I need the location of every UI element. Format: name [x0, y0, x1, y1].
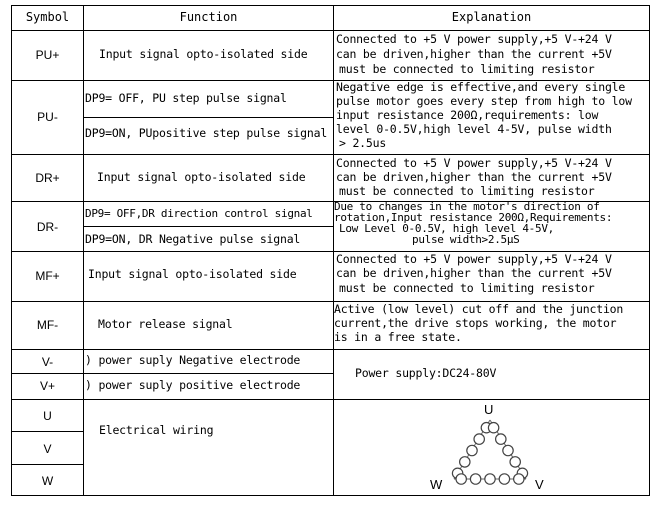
- motor-wiring-diagram: [430, 402, 544, 492]
- explanation-pu-minus-1: Negative edge is effective,and every single: [336, 80, 626, 94]
- coil-bottom: [456, 474, 466, 484]
- header-function: Function: [179, 10, 238, 24]
- function-electrical-wiring: Electrical wiring: [99, 423, 214, 437]
- function-mf-plus: Input signal opto-isolated side: [88, 267, 297, 281]
- explanation-mf-minus-1: Active (low level) cut off and the junction: [334, 302, 624, 316]
- explanation-power-supply: Power supply:DC24-80V: [355, 366, 497, 380]
- coil-left: [460, 457, 470, 467]
- symbol-pu-minus: PU-: [37, 110, 58, 124]
- symbol-dr-minus: DR-: [36, 220, 59, 234]
- symbol-mf-plus: MF+: [35, 269, 60, 283]
- coil-bottom: [470, 474, 480, 484]
- explanation-dr-minus-1: Due to changes in the motor's direction of: [334, 200, 600, 213]
- explanation-dr-minus-2: rotation,Input resistance 200Ω,Requirements:: [334, 211, 613, 224]
- function-dr-minus-on: DP9=ON, DR Negative pulse signal: [85, 232, 301, 246]
- diagram-label-v: V: [535, 477, 544, 492]
- explanation-dr-minus-3: Low Level 0-0.5V, high level 4-5V,: [339, 222, 554, 235]
- explanation-pu-minus-5: > 2.5us: [339, 136, 387, 150]
- coil-left: [467, 445, 477, 455]
- explanation-mf-plus-1: Connected to +5 V power supply,+5 V-+24 V: [336, 252, 612, 266]
- header-explanation: Explanation: [451, 10, 532, 24]
- symbol-w: W: [41, 474, 54, 488]
- explanation-mf-plus-3: must be connected to limiting resistor: [339, 281, 595, 295]
- function-pu-plus: Input signal opto-isolated side: [99, 47, 308, 61]
- coil-bottom: [499, 474, 509, 484]
- explanation-dr-plus-2: can be driven,higher than the current +5V: [336, 170, 612, 184]
- symbol-v-minus: V-: [41, 355, 54, 369]
- explanation-pu-plus-1: Connected to +5 V power supply,+5 V-+24 V: [336, 32, 612, 46]
- symbol-v: V: [43, 442, 52, 456]
- coil-bottom: [514, 474, 524, 484]
- function-mf-minus: Motor release signal: [98, 317, 233, 331]
- function-dr-plus: Input signal opto-isolated side: [97, 170, 306, 184]
- explanation-mf-minus-3: is in a free state.: [334, 330, 462, 344]
- symbol-v-plus: V+: [39, 379, 55, 393]
- coil-right: [510, 457, 520, 467]
- function-v-minus: ) power suply Negative electrode: [85, 353, 301, 367]
- function-v-plus: ) power suply positive electrode: [85, 378, 301, 392]
- explanation-pu-minus-3: input resistance 200Ω,requirements: low: [336, 108, 599, 122]
- explanation-mf-minus-2: current,the drive stops working, the motor: [334, 316, 617, 330]
- function-pu-minus-off: DP9= OFF, PU step pulse signal: [85, 91, 287, 105]
- symbol-pu-plus: PU+: [35, 48, 60, 62]
- symbol-dr-plus: DR+: [35, 171, 60, 185]
- explanation-dr-minus-4: pulse width>2.5μS: [412, 233, 520, 246]
- coil-bottom: [485, 474, 495, 484]
- diagram-label-w: W: [430, 477, 443, 492]
- symbol-mf-minus: MF-: [36, 318, 59, 332]
- header-symbol: Symbol: [25, 10, 70, 24]
- coil-right: [503, 445, 513, 455]
- coil-right: [496, 434, 506, 444]
- coil-left: [474, 434, 484, 444]
- coil-right: [488, 423, 498, 433]
- explanation-pu-minus-2: pulse motor goes every step from high to low: [336, 94, 632, 108]
- explanation-pu-plus-3: must be connected to limiting resistor: [339, 62, 595, 76]
- explanation-pu-plus-2: can be driven,higher than the current +5V: [336, 47, 612, 61]
- diagram-label-u: U: [484, 402, 494, 417]
- function-pu-minus-on: DP9=ON, PUpositive step pulse signal: [85, 126, 328, 140]
- explanation-pu-minus-4: level 0-0.5V,high level 4-5V, pulse width: [336, 122, 612, 136]
- explanation-mf-plus-2: can be driven,higher than the current +5V: [336, 266, 612, 280]
- explanation-dr-plus-1: Connected to +5 V power supply,+5 V-+24 V: [336, 156, 612, 170]
- function-dr-minus-off: DP9= OFF,DR direction control signal: [85, 207, 313, 220]
- explanation-dr-plus-3: must be connected to limiting resistor: [339, 184, 595, 198]
- symbol-u: U: [43, 409, 52, 423]
